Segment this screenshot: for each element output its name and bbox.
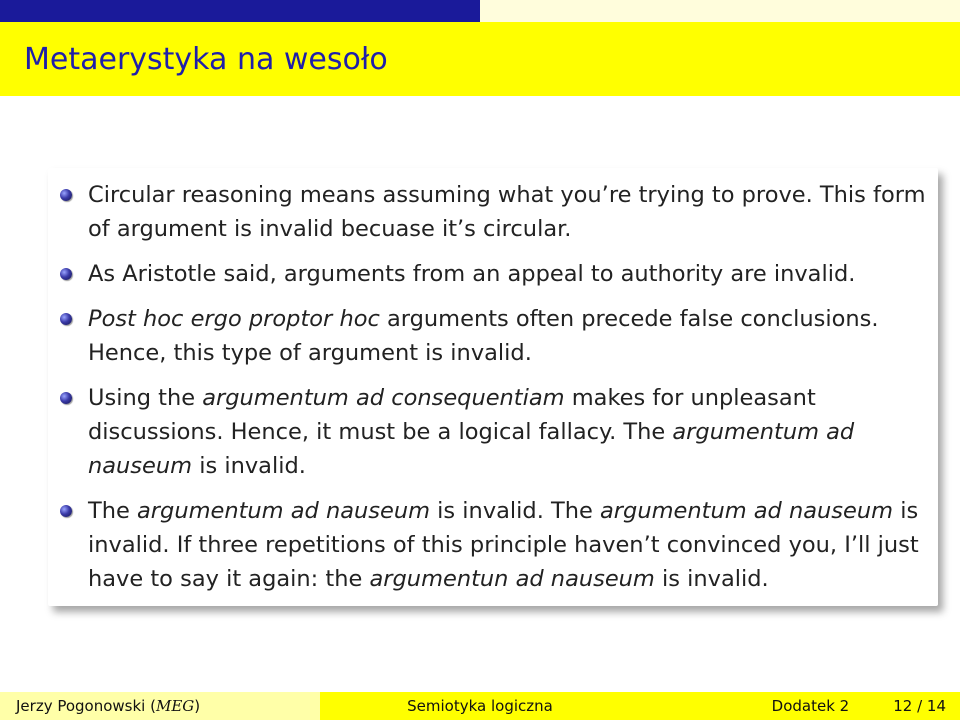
list-item [58,257,936,291]
bullet-ball-icon [60,189,72,201]
footer-section: Dodatek 2 [771,697,850,715]
slide-title: Metaerystyka na wesoło [24,41,388,77]
top-bar-left [0,0,480,22]
footer-author-box [0,692,320,720]
footer-page-number: 12 / 14 [893,697,946,715]
item-text: Circular reasoning means assuming what you’re trying to prove. This form of argument is invalid becuase it’s circular. [88,182,926,242]
bullet-ball-icon [60,392,72,404]
item-text: is invalid. [654,566,769,592]
item-text: makes for unpleasant discussions. Hence, it must be a logical fallacy. The [88,385,816,445]
footer-affiliation: MEG [156,697,195,715]
bullet-ball-icon [60,505,72,517]
italic-text: argumentun ad nauseum [369,566,655,592]
italic-text: argumentum ad consequentiam [202,385,565,411]
footer-affiliation-open: ( [150,697,156,715]
italic-text: argumentum ad nauseum [88,419,855,479]
item-text: arguments often precede false conclusions. Hence, this type of argument is invalid. [88,306,879,366]
item-text: is invalid. The [430,498,601,524]
italic-text: argumentum ad nauseum [600,498,894,524]
top-bar-right [480,0,960,22]
top-navigation-bar [0,0,960,22]
item-text: The [88,498,137,524]
list-item [58,302,936,370]
bullet-list [58,178,936,607]
item-text: Using the [88,385,203,411]
bullet-ball-icon [60,313,72,325]
title-bar [0,22,960,96]
item-text: is invalid. If three repetitions of this principle haven’t convinced you, I’ll just have to say it again: the [88,498,919,592]
item-text: is invalid. [192,453,306,479]
bullet-ball-icon [60,268,72,280]
footer-author: Jerzy Pogonowski [16,697,146,715]
list-item [58,381,936,483]
footer-course: Semiotyka logiczna [407,697,553,715]
footer-page-box [640,692,960,720]
italic-text: argumentum ad nauseum [137,498,431,524]
list-item [58,494,936,596]
italic-text: Post hoc ergo proptor hoc [88,306,380,332]
footer [0,692,960,720]
list-item [58,178,936,246]
item-text: As Aristotle said, arguments from an appeal to authority are invalid. [88,261,856,287]
footer-affiliation-close: ) [194,697,201,715]
footer-course-box [320,692,640,720]
